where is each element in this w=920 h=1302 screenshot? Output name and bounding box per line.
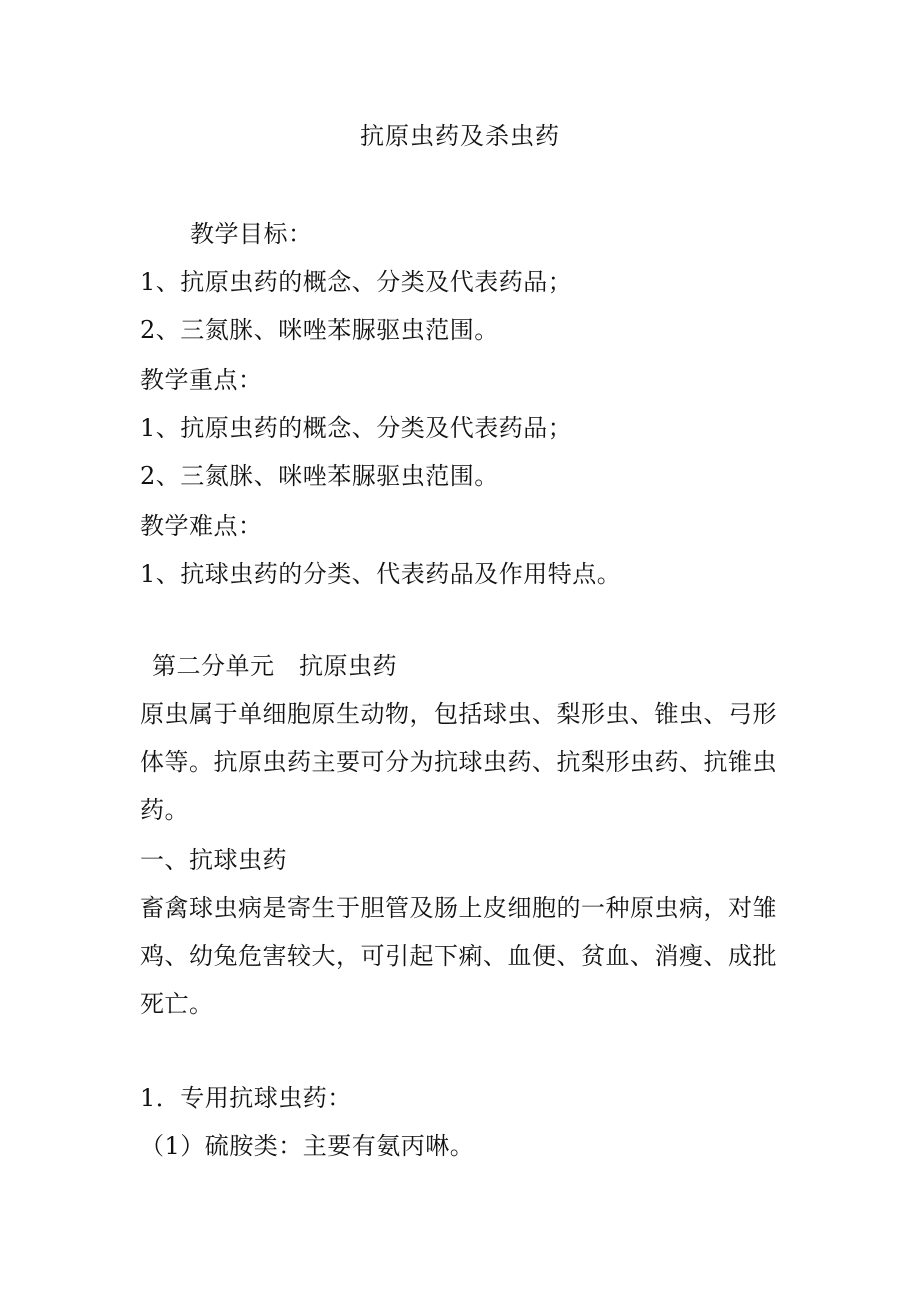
section-paragraph-line: 畜禽球虫病是寄生于胆管及肠上皮细胞的一种原虫病，对雏 bbox=[140, 894, 777, 922]
goals-item-1: 1、抗原虫药的概念、分类及代表药品； bbox=[140, 268, 573, 296]
goals-item-2: 2、三氮脒、咪唑苯脲驱虫范围。 bbox=[140, 316, 499, 344]
subsection-heading: 1．专用抗球虫药： bbox=[140, 1084, 352, 1112]
key-points-heading: 教学重点： bbox=[140, 366, 263, 394]
unit-intro-line: 体等。抗原虫药主要可分为抗球虫药、抗梨形虫药、抗锥虫 bbox=[140, 748, 777, 776]
unit-heading: 第二分单元 抗原虫药 bbox=[152, 652, 397, 680]
section-heading: 一、抗球虫药 bbox=[140, 846, 287, 874]
section-paragraph-line: 鸡、幼兔危害较大，可引起下痢、血便、贫血、消瘦、成批 bbox=[140, 942, 777, 970]
difficulties-heading: 教学难点： bbox=[140, 512, 263, 540]
key-points-item-1: 1、抗原虫药的概念、分类及代表药品； bbox=[140, 414, 573, 442]
unit-intro-line: 药。 bbox=[140, 796, 189, 824]
difficulties-item-1: 1、抗球虫药的分类、代表药品及作用特点。 bbox=[140, 560, 622, 588]
key-points-item-2: 2、三氮脒、咪唑苯脲驱虫范围。 bbox=[140, 462, 499, 490]
goals-heading: 教学目标： bbox=[190, 220, 313, 248]
document-title: 抗原虫药及杀虫药 bbox=[360, 122, 560, 150]
unit-intro-line: 原虫属于单细胞原生动物，包括球虫、梨形虫、锥虫、弓形 bbox=[140, 700, 777, 728]
section-paragraph-line: 死亡。 bbox=[140, 990, 214, 1018]
subsection-item: （1）硫胺类：主要有氨丙啉。 bbox=[140, 1132, 475, 1160]
